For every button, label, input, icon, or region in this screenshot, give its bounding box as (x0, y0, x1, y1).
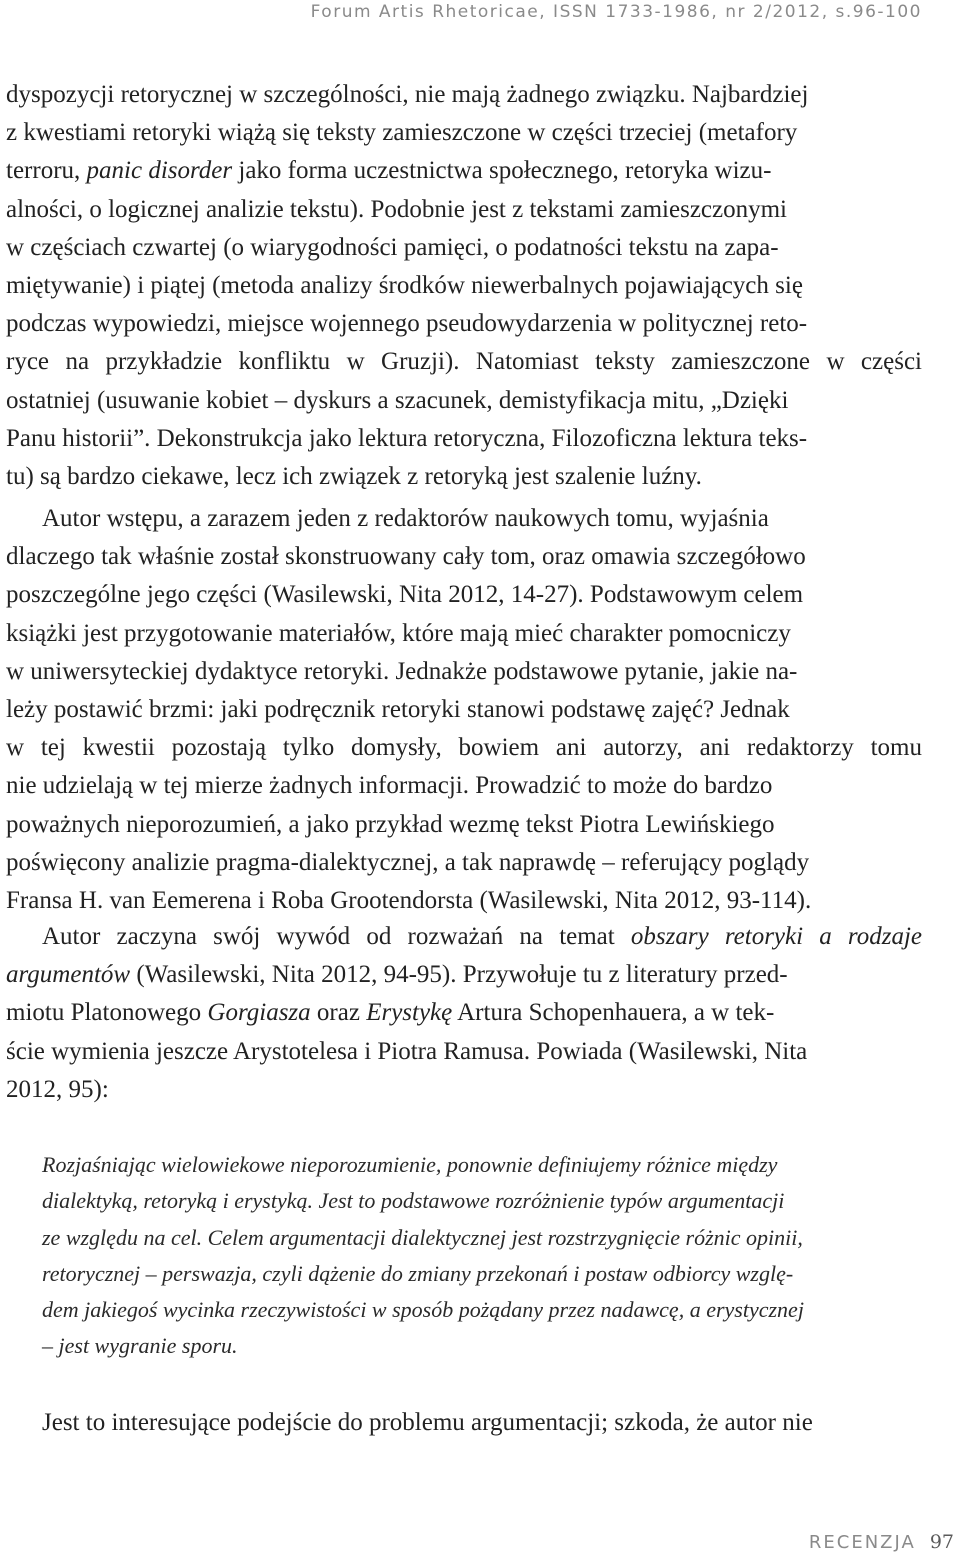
text-line: w częściach czwartej (o wiarygodności pamięci, o podatności tekstu na zapa- (6, 233, 779, 261)
text-line (6, 994, 922, 1032)
text-line: poszczególne jego części (Wasilewski, Nita 2012, 14-27). Podstawowym celem (6, 581, 804, 609)
italic-title: Gorgiasza (207, 999, 311, 1027)
text-line: ostatniej (usuwanie kobiet – dyskurs a szacunek, demistyfikacja mitu, „Dzięki (6, 386, 789, 414)
text-line: nie udzielają w tej mierze żadnych informacji. Prowadzić to może do bardzo (6, 772, 773, 800)
text-line: 2012, 95): (6, 1075, 109, 1103)
italic-term: panic disorder (86, 157, 233, 185)
text-line: w tej kwestii pozostają tylko domysły, bowiem ani autorzy, ani redaktorzy tomu (6, 734, 922, 762)
text-line (6, 152, 922, 190)
text-line: z kwestiami retoryki wiążą się teksty zamieszczone w części trzeciej (metafory (6, 119, 798, 147)
quote-line: retorycznej – perswazja, czyli dążenie do zmiany przekonań i postaw odbiorcy wzglę- (42, 1260, 794, 1286)
text-span: oraz (310, 999, 367, 1027)
text-line: ryce na przykładzie konfliktu w Gruzji). Natomiast teksty zamieszczone w części (6, 348, 922, 376)
text-line: dlaczego tak właśnie został skonstruowany cały tom, oraz omawia szczegółowo (6, 543, 806, 571)
text-line (6, 956, 922, 994)
text-span: Autor zaczyna swój wywód od rozważań na temat (42, 923, 631, 950)
text-line: Fransa H. van Eemerena i Roba Grootendorsta (Wasilewski, Nita 2012, 93-114). (6, 886, 812, 914)
quote-line: ze względu na cel. Celem argumentacji dialektycznej jest rozstrzygnięcie różnic opinii, (42, 1224, 803, 1250)
text-line: poświęcony analizie pragma-dialektycznej, a tak naprawdę – referujący poglądy (6, 848, 810, 876)
quote-line: dialektyką, retoryką i erystyką. Jest to podstawowe rozróżnienie typów argumentacji (42, 1188, 785, 1214)
text-span: miotu Platonowego (6, 999, 208, 1027)
text-span: Artura Schopenhauera, a w tek- (452, 999, 775, 1027)
text-span: (Wasilewski, Nita 2012, 94-95). Przywołuje tu z literatury przed- (130, 961, 788, 989)
text-line: miętywanie) i piątej (metoda analizy środków niewerbalnych pojawiających się (6, 271, 803, 299)
quote-line: – jest wygranie sporu. (42, 1333, 238, 1359)
text-line: dyspozycji retorycznej w szczególności, nie mają żadnego związku. Najbardziej (6, 81, 809, 108)
italic-title: Erystykę (366, 999, 453, 1027)
paragraph-3 (6, 918, 922, 1109)
text-line: ście wymienia jeszcze Arystotelesa i Piotra Ramusa. Powiada (Wasilewski, Nita (6, 1037, 808, 1065)
quote-line: Rozjaśniając wielowiekowe nieporozumienie, ponownie definiujemy różnice między (42, 1152, 778, 1177)
running-header: Forum Artis Rhetoricae, ISSN 1733-1986, nr 2/2012, s.96-100 (310, 2, 922, 22)
page-number: 97 (929, 1531, 954, 1553)
block-quote (42, 1147, 922, 1365)
text-line: książki jest przygotowanie materiałów, które mają mieć charakter pomocniczy (6, 619, 791, 647)
text-line: w uniwersyteckiej dydaktyce retoryki. Jednakże podstawowe pytanie, jakie na- (6, 657, 798, 685)
text-line: tu) są bardzo ciekawe, lecz ich związek z retoryką jest szalenie luźny. (6, 462, 702, 490)
italic-term: argumentów (6, 961, 131, 989)
paragraph-2 (6, 500, 922, 920)
text-line: podczas wypowiedzi, miejsce wojennego pseudowydarzenia w politycznej reto- (6, 310, 808, 338)
italic-term: obszary retoryki a rodzaje (630, 923, 922, 950)
paragraph-1 (6, 76, 922, 496)
page-footer (809, 1531, 954, 1553)
text-line: poważnych nieporozumień, a jako przykład wezmę tekst Piotra Lewińskiego (6, 810, 775, 838)
text-line: leży postawić brzmi: jaki podręcznik retoryki stanowi podstawę zajęć? Jednak (6, 695, 790, 723)
section-label: RECENZJA (808, 1532, 916, 1553)
quote-line: dem jakiegoś wycinka rzeczywistości w sposób pożądany przez nadawcę, a erystycznej (42, 1297, 804, 1323)
text-line: alności, o logicznej analizie tekstu). Podobnie jest z tekstami zamieszczonymi (6, 195, 788, 223)
closing-paragraph: Jest to interesujące podejście do problemu argumentacji; szkoda, że autor nie (42, 1409, 813, 1436)
text-line: Panu historii”. Dekonstrukcja jako lektura retoryczna, Filozoficzna lektura teks- (6, 424, 808, 452)
text-span: terroru, (6, 157, 87, 185)
text-line (6, 918, 922, 956)
text-span: jako forma uczestnictwa społecznego, retoryka wizu- (232, 157, 772, 185)
text-line: Autor wstępu, a zarazem jeden z redaktorów naukowych tomu, wyjaśnia (42, 505, 769, 532)
